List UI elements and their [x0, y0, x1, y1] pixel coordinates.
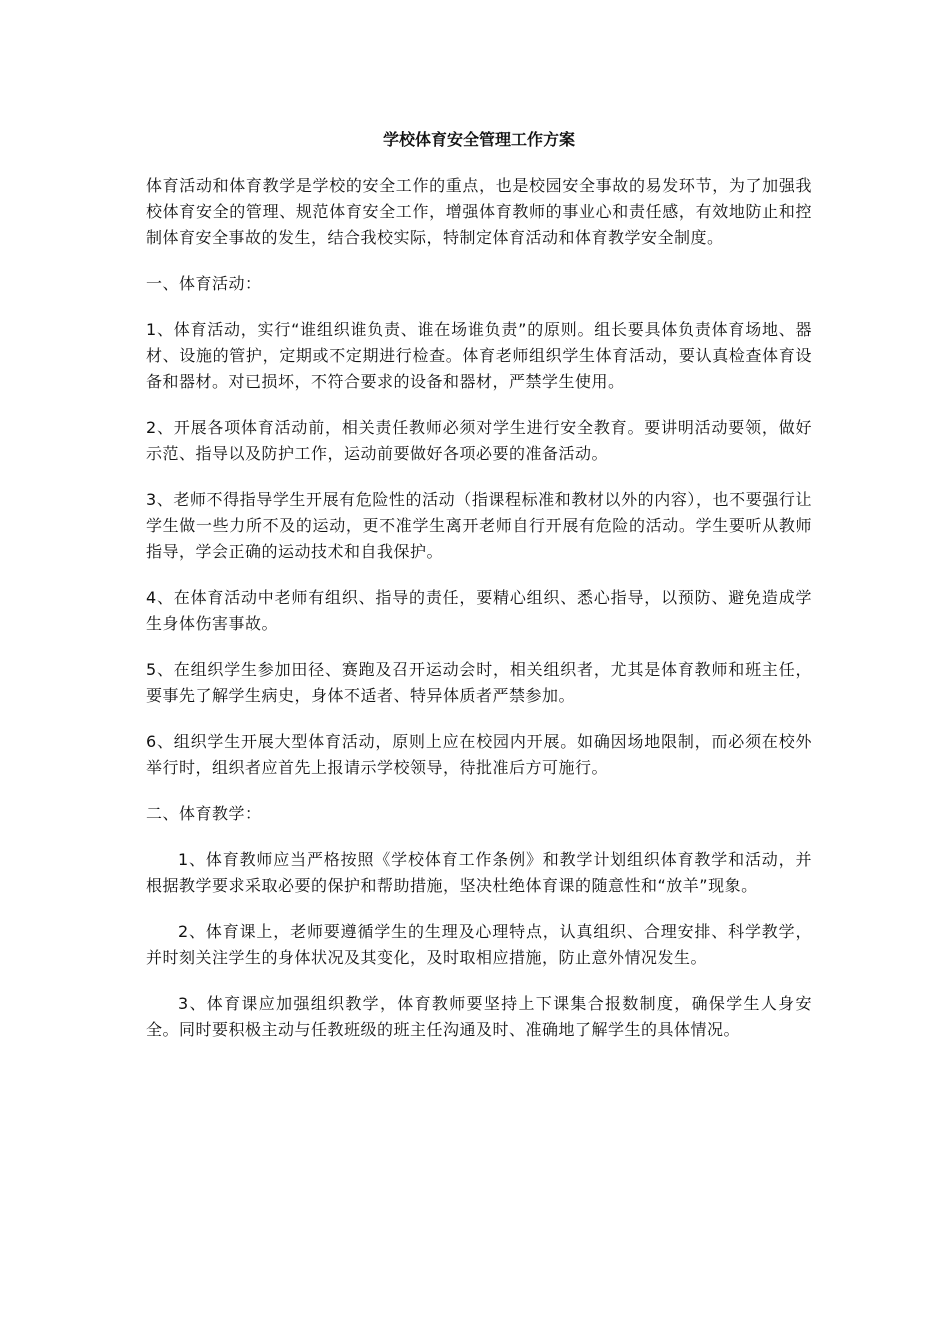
document-page — [146, 127, 812, 1063]
activity-rule-6: 6、组织学生开展大型体育活动，原则上应在校园内开展。如确因场地限制，而必须在校外举行时，组织者应首先上报请示学校领导，待批准后方可施行。 — [146, 732, 812, 777]
section-heading-activities: 一、体育活动： — [146, 274, 262, 293]
activity-rule-2: 2、开展各项体育活动前，相关责任教师必须对学生进行安全教育。要讲明活动要领，做好示范、指导以及防护工作，运动前要做好各项必要的准备活动。 — [146, 418, 812, 463]
section-heading-teaching: 二、体育教学： — [146, 804, 262, 823]
activity-rule-4: 4、在体育活动中老师有组织、指导的责任，要精心组织、悉心指导，以预防、避免造成学生身体伤害事故。 — [146, 588, 812, 633]
activity-rule-1: 1、体育活动，实行“谁组织谁负责、谁在场谁负责”的原则。组长要具体负责体育场地、器材、设施的管护，定期或不定期进行检查。体育老师组织学生体育活动，要认真检查体育设备和器材。对已损坏，不符合要求的设备和器材，严禁学生使用。 — [146, 320, 812, 391]
teaching-rule-2: 2、体育课上，老师要遵循学生的生理及心理特点，认真组织、合理安排、科学教学，并时刻关注学生的身体状况及其变化，及时取相应措施，防止意外情况发生。 — [146, 922, 812, 967]
teaching-rule-3: 3、体育课应加强组织教学，体育教师要坚持上下课集合报数制度，确保学生人身安全。同时要积极主动与任教班级的班主任沟通及时、准确地了解学生的具体情况。 — [146, 994, 812, 1039]
teaching-rule-1: 1、体育教师应当严格按照《学校体育工作条例》和教学计划组织体育教学和活动，并根据教学要求采取必要的保护和帮助措施，坚决杜绝体育课的随意性和“放羊”现象。 — [146, 850, 812, 895]
document-title: 学校体育安全管理工作方案 — [382, 130, 575, 149]
activity-rule-3: 3、老师不得指导学生开展有危险性的活动（指课程标准和教材以外的内容），也不要强行让学生做一些力所不及的运动，更不准学生离开老师自行开展有危险的活动。学生要听从教师指导，学会正确的运动技术和自我保护。 — [146, 490, 812, 561]
activity-rule-5: 5、在组织学生参加田径、赛跑及召开运动会时，相关组织者，尤其是体育教师和班主任，要事先了解学生病史，身体不适者、特异体质者严禁参加。 — [146, 660, 812, 705]
intro-paragraph: 体育活动和体育教学是学校的安全工作的重点，也是校园安全事故的易发环节，为了加强我校体育安全的管理、规范体育安全工作，增强体育教师的事业心和责任感，有效地防止和控制体育安全事故的发生，结合我校实际，特制定体育活动和体育教学安全制度。 — [146, 176, 812, 247]
